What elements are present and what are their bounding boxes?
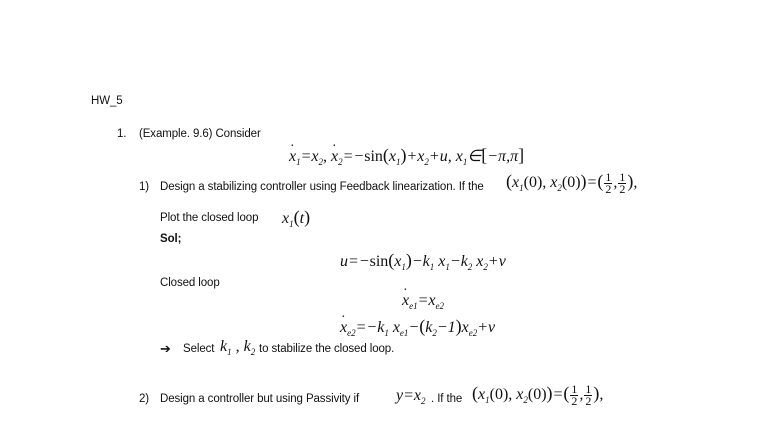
select-vars: $k_1$ , $k_2$ xyxy=(220,338,256,358)
item1-number: 1) xyxy=(139,181,150,193)
initial-condition: ($x_1(0)$, $x_2(0))=$( $\frac{1}{2}$ , $\frac{1}{2}$ ), xyxy=(506,169,638,196)
system-equation: · $x_1=x_2$, · $x_2=-\sin(x_1)+x_2+u$, $x_1\in[-\pi,\pi]$ xyxy=(289,145,524,167)
select-text-pre: Select xyxy=(183,343,215,355)
doc-title: HW_5 xyxy=(91,95,123,107)
arrow-right-icon: ➔ xyxy=(160,341,171,356)
closed-loop-eq1: · $x_{e1}=x_{e2}$ xyxy=(402,292,444,311)
control-law: $u=-\sin(x_1)-k_1$ $x_1-k_2$ $x_2+v$ xyxy=(340,250,506,273)
item2-text: Design a controller but using Passivity if xyxy=(160,393,360,405)
item2-if: . If the xyxy=(431,393,463,405)
item1-text: Design a stabilizing controller using Feedback linearization. If the xyxy=(160,181,484,193)
problem-intro: (Example. 9.6) Consider xyxy=(139,128,261,140)
plot-var: $x_1(t)$ xyxy=(282,207,311,230)
item2-number: 2) xyxy=(139,393,150,405)
closed-loop-eq2: · $x_{e2}=-k_1$ $x_{e1}-(k_2-1)x_{e2}+v$ xyxy=(340,316,495,338)
initial-condition-2: ($x_1(0)$, $x_2(0))=$( $\frac{1}{2}$ , $\frac{1}{2}$ ), xyxy=(472,381,604,408)
closed-loop-label: Closed loop xyxy=(160,277,220,289)
select-text-post: to stabilize the closed loop. xyxy=(259,343,395,355)
plot-text: Plot the closed loop xyxy=(160,212,259,224)
problem-number: 1. xyxy=(117,128,127,140)
passivity-output: $y=x_2$ xyxy=(396,387,426,407)
sol-label: Sol; xyxy=(160,233,182,245)
